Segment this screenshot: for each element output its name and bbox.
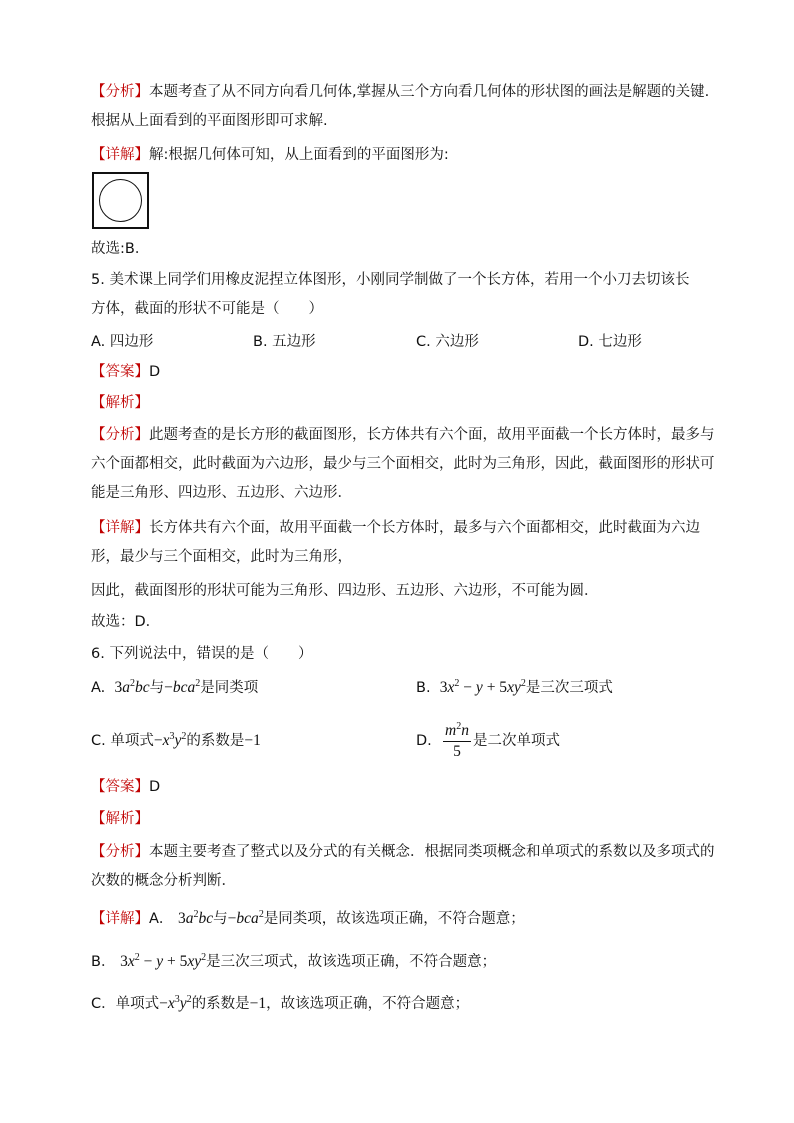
answer-tag: 【答案】	[91, 779, 149, 795]
circle-shape	[99, 179, 142, 222]
detail-text: ，故该选项正确，不符合题意；	[266, 996, 470, 1012]
q6-option-d	[416, 720, 560, 762]
explain-tag: 【解析】	[91, 395, 149, 411]
detail-text: 与	[213, 911, 228, 927]
option-label: D.	[416, 733, 432, 749]
math-expr: −bca$^2$	[227, 909, 264, 927]
analysis-text: 本题考查了从不同方向看几何体,掌握从三个方向看几何体的形状图的画法是解题的关键.根据从上面看到的平面图形即可求解.	[91, 84, 710, 129]
q6-option-b	[416, 676, 613, 700]
explain-tag: 【解析】	[91, 811, 149, 827]
detail-label: A．	[149, 911, 174, 927]
detail-tag: 【详解】	[91, 147, 149, 163]
math-expr: $-x^3y^2$	[159, 994, 192, 1012]
answer-tag: 【答案】	[91, 364, 149, 380]
detail-text: 是三次三项式，故该选项正确，不符合题意；	[206, 954, 497, 970]
q5-answer	[91, 358, 716, 387]
detail-tag: 【详解】	[91, 911, 149, 927]
q4-conclusion: 故选:B．	[91, 241, 150, 257]
q5-option-c: C. 六边形	[416, 334, 479, 350]
q6-explain-tag	[91, 805, 716, 834]
fraction	[443, 721, 471, 762]
detail-text: 长方体共有六个面，故用平面截一个长方体时，最多与六个面都相交，此时截面为六边形，最少与三个面相交，此时为三角形，	[91, 520, 700, 565]
option-text: 与	[149, 680, 165, 696]
top-view-figure	[92, 172, 149, 229]
q4-detail	[91, 141, 716, 170]
q5-option-a: A. 四边形	[91, 334, 154, 350]
answer-value: D	[149, 364, 161, 380]
answer-value: D	[149, 779, 161, 795]
q6-option-c	[91, 729, 261, 753]
q5-option-b: B. 五边形	[253, 334, 316, 350]
math-expr: $3x^2 - y + 5xy^2$	[120, 952, 207, 970]
q6-analysis	[91, 838, 716, 896]
math-expr: $3x^2 - y + 5xy^2$	[439, 678, 526, 696]
math-expr: $3a^2bc$	[178, 909, 214, 927]
q5-option-d: D. 七边形	[578, 334, 642, 350]
detail-label: B．	[91, 954, 116, 970]
q5-detail	[91, 514, 716, 572]
option-prefix: C. 单项式	[91, 733, 154, 749]
fraction-denominator: 5	[453, 742, 461, 760]
q6-stem: 6. 下列说法中，错误的是（ ）	[91, 646, 313, 662]
q5-analysis	[91, 421, 716, 508]
math-value: −1	[249, 995, 267, 1012]
q4-analysis	[91, 78, 716, 136]
analysis-tag: 【分析】	[91, 844, 149, 860]
q5-conclusion: 故选：D．	[91, 614, 161, 630]
q5-detail-line2: 因此，截面图形的形状可能为三角形、四边形、五边形、六边形，不可能为圆．	[91, 583, 599, 599]
detail-text: 的系数是	[191, 996, 250, 1012]
analysis-text: 此题考查的是长方形的截面图形，长方体共有六个面，故用平面截一个长方体时，最多与六个面都相交，此时截面为六边形，最少与三个面相交，此时为三角形，因此，截面图形的形状可能是三角形、四边形、五边形、六边形．	[91, 427, 715, 501]
math-expr: −bca$^2$	[164, 678, 201, 696]
math-expr: $-x^3y^2$	[153, 731, 187, 749]
q5-stem: 5. 美术课上同学们用橡皮泥捏立体图形，小刚同学制做了一个长方体，若用一个小刀去切该长方体，截面的形状不可能是（ ）	[91, 272, 690, 317]
q6-detail-c	[91, 989, 716, 1019]
math-value: −1	[244, 732, 261, 749]
option-text: 是二次单项式	[472, 733, 560, 749]
q6-detail-a	[91, 904, 716, 934]
option-text: 是三次三项式	[525, 680, 613, 696]
q6-answer	[91, 773, 716, 802]
option-label: B.	[416, 680, 431, 696]
option-text: 的系数是	[186, 733, 245, 749]
q5-explain-tag	[91, 389, 716, 418]
analysis-tag: 【分析】	[91, 427, 149, 443]
analysis-text: 本题主要考查了整式以及分式的有关概念．根据同类项概念和单项式的系数以及多项式的次数的概念分析判断．	[91, 844, 715, 889]
detail-text: 解:根据几何体可知，从上面看到的平面图形为:	[149, 147, 449, 163]
detail-text: 是同类项，故该选项正确，不符合题意；	[263, 911, 525, 927]
analysis-tag: 【分析】	[91, 84, 149, 100]
q6-detail-b	[91, 947, 716, 977]
option-label: A.	[91, 680, 106, 696]
detail-label: C．单项式	[91, 996, 160, 1012]
fraction-numerator: $m^2n$	[443, 721, 471, 742]
q6-option-a	[91, 676, 258, 700]
detail-tag: 【详解】	[91, 520, 149, 536]
math-expr: $3a^2bc$	[114, 678, 150, 696]
option-text: 是同类项	[200, 680, 259, 696]
